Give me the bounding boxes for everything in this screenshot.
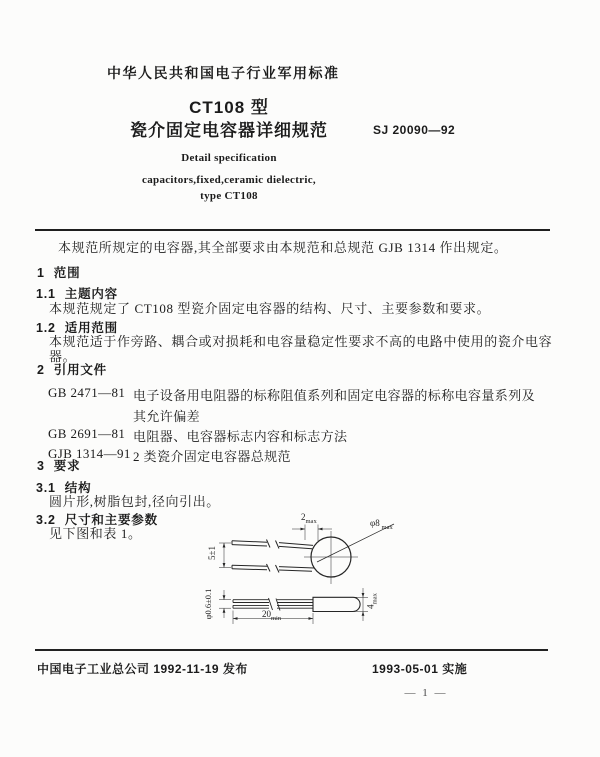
reference-desc: 电阻器、电容器标志内容和标志方法 bbox=[133, 429, 348, 444]
footer-effective: 1993-05-01 实施 bbox=[372, 662, 468, 676]
page-number: — 1 — bbox=[404, 687, 448, 699]
reference-code: GB 2691—81 bbox=[48, 426, 126, 441]
section-1-1-title: 主题内容 bbox=[64, 287, 118, 301]
reference-desc: 电子设备用电阻器的标称阻值系列和固定电容器的标称电容量系列及 bbox=[133, 388, 536, 403]
dim-body-thickness-label: $4_{max}$ bbox=[365, 593, 379, 609]
section-3-heading bbox=[37, 456, 80, 474]
section-3-1-body: 圆片形,树脂包封,径向引出。 bbox=[49, 494, 220, 509]
section-3-2-body: 见下图和表 1。 bbox=[49, 526, 142, 541]
section-3-title: 要求 bbox=[53, 459, 81, 473]
dim-lead-offset-lines bbox=[292, 525, 332, 542]
section-1-title: 范围 bbox=[53, 266, 81, 280]
section-2-number: 2 bbox=[37, 363, 45, 377]
centerlines bbox=[304, 531, 358, 584]
dim-lead-offset-label: $2_{max}$ bbox=[301, 512, 317, 525]
standard-number: SJ 20090—92 bbox=[373, 123, 456, 137]
reference-item-cont bbox=[48, 406, 558, 425]
section-3-number: 3 bbox=[37, 459, 45, 473]
dim-body-diameter-label: φ8 $_{max}$ bbox=[370, 518, 393, 531]
intro-paragraph: 本规范所规定的电容器,其全部要求由本规范和总规范 GJB 1314 作出规定。 bbox=[58, 240, 508, 255]
section-3-2-title: 尺寸和主要参数 bbox=[64, 513, 158, 527]
reference-desc-cont: 其允许偏差 bbox=[133, 409, 201, 424]
title-en-line3: type CT108 bbox=[200, 190, 258, 202]
title-en-line2: capacitors,fixed,ceramic dielectric, bbox=[142, 174, 316, 186]
reference-code: GB 2471—81 bbox=[48, 385, 126, 400]
section-1-number: 1 bbox=[37, 266, 45, 280]
dim-lead-pitch-lines bbox=[219, 543, 231, 568]
reference-item bbox=[48, 385, 558, 404]
reference-item bbox=[48, 446, 558, 465]
section-2-heading bbox=[37, 360, 107, 378]
section-1-2-body: 本规范适于作旁路、耦合或对损耗和电容量稳定性要求不高的电路中使用的瓷介电容器。 bbox=[49, 334, 553, 364]
title-line1: CT108 型 bbox=[189, 98, 269, 117]
capacitor-dimension-drawing bbox=[195, 510, 465, 650]
references-list bbox=[48, 385, 558, 465]
footer-divider bbox=[35, 649, 548, 651]
title-block bbox=[35, 96, 423, 143]
reference-code: GJB 1314—91 bbox=[48, 446, 131, 461]
dim-lead-diameter-label: φ0.6±0.1 bbox=[203, 588, 213, 620]
section-1-2-title: 适用范围 bbox=[64, 321, 118, 335]
dim-lead-length-label: $20_{min}$ bbox=[262, 609, 282, 622]
header-divider bbox=[35, 229, 550, 231]
dim-lead-pitch-label: 5±1 bbox=[207, 546, 217, 560]
section-1-heading bbox=[37, 263, 80, 281]
footer-issued: 中国电子工业总公司 1992-11-19 发布 bbox=[37, 662, 248, 676]
section-3-2-number: 3.2 bbox=[36, 513, 56, 527]
side-view-body bbox=[313, 597, 360, 611]
section-3-1-number: 3.1 bbox=[36, 481, 56, 495]
section-1-1-number: 1.1 bbox=[36, 287, 56, 301]
title-line2: 瓷介固定电容器详细规范 bbox=[130, 121, 328, 140]
section-1-2-number: 1.2 bbox=[36, 321, 56, 335]
standard-class-header: 中华人民共和国电子行业军用标准 bbox=[107, 65, 340, 81]
reference-item bbox=[48, 426, 558, 445]
reference-desc: 2 类瓷介固定电容器总规范 bbox=[133, 449, 291, 464]
section-2-title: 引用文件 bbox=[53, 363, 107, 377]
dim-lead-dia-lines bbox=[219, 590, 231, 618]
top-view-leads bbox=[232, 540, 314, 573]
section-1-1-body: 本规范规定了 CT108 型瓷介固定电容器的结构、尺寸、主要参数和要求。 bbox=[49, 301, 491, 316]
title-en-line1: Detail specification bbox=[181, 152, 277, 164]
section-3-1-title: 结构 bbox=[64, 481, 92, 495]
section-1-1-heading bbox=[36, 284, 118, 302]
